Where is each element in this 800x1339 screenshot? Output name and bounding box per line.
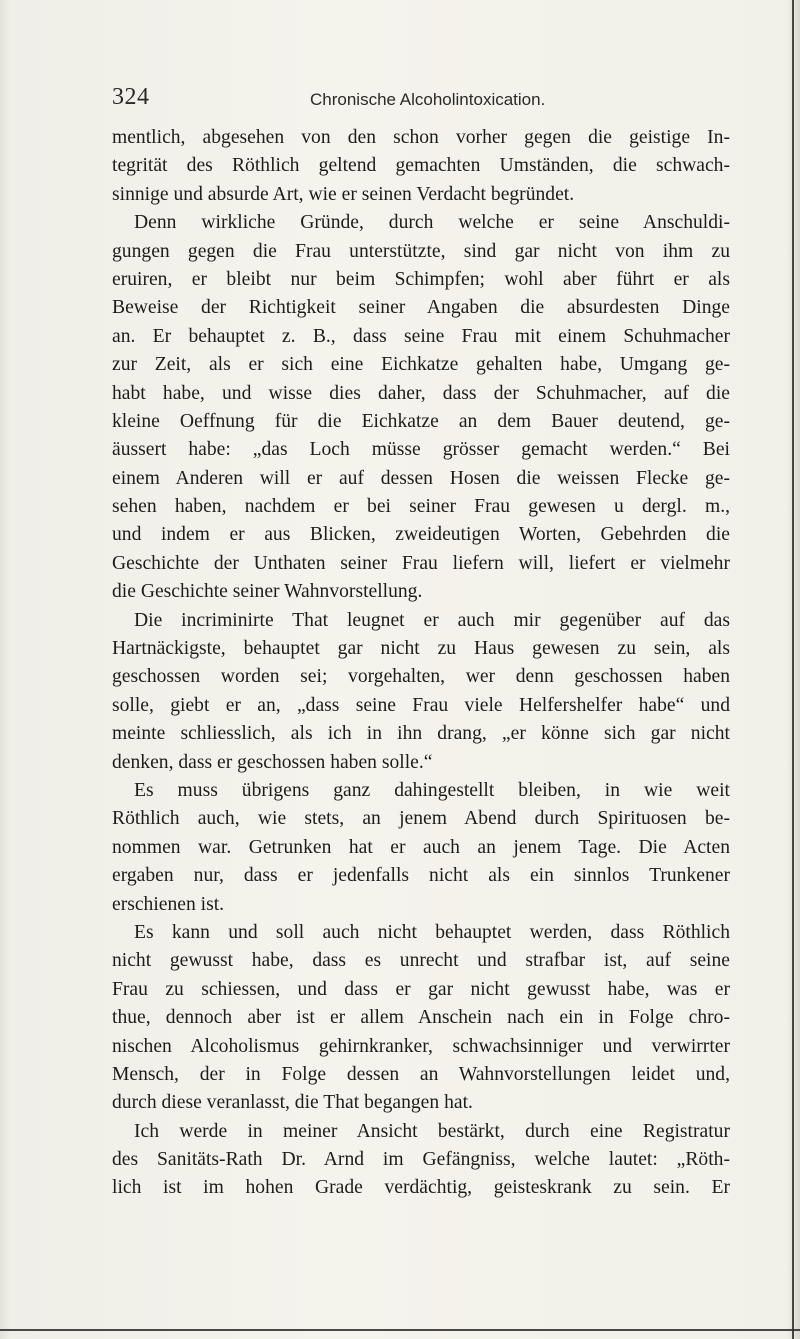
text-line: Geschichte der Unthaten seiner Frau liefern will, liefert er vielmehr [112,552,730,574]
text-line: tegrität des Röthlich geltend gemachten Umständen, die schwach- [112,155,730,177]
text-line: thue, dennoch aber ist er allem Anschein nach ein in Folge chro- [112,1007,730,1029]
page-border-bottom [0,1329,800,1331]
text-line: Mensch, der in Folge dessen an Wahnvorstellungen leidet und, [112,1063,730,1085]
text-line: zur Zeit, als er sich eine Eichkatze gehalten habe, Umgang ge- [112,354,730,376]
text-line: geschossen worden sei; vorgehalten, wer denn geschossen haben [112,666,730,688]
text-line: Hartnäckigste, behauptet gar nicht zu Haus gewesen zu sein, als [112,638,730,660]
text-line: Frau zu schiessen, und dass er gar nicht gewusst habe, was er [112,978,730,1000]
text-line: gungen gegen die Frau unterstützte, sind gar nicht von ihm zu [112,240,730,262]
text-line: nommen war. Getrunken hat er auch an jenem Tage. Die Acten [112,836,730,858]
text-line: und indem er aus Blicken, zweideutigen Worten, Gebehrden die [112,524,730,546]
text-line: lich ist im hohen Grade verdächtig, geisteskrank zu sein. Er [112,1177,730,1199]
text-line: Beweise der Richtigkeit seiner Angaben die absurdesten Dinge [112,297,730,319]
text-line: nischen Alcoholismus gehirnkranker, schwachsinniger und verwirrter [112,1035,730,1057]
page-header [112,84,732,114]
text-line: Es kann und soll auch nicht behauptet werden, dass Röthlich [134,921,730,943]
text-line: meinte schliesslich, als ich in ihn drang, „er könne sich gar nicht [112,723,730,745]
text-line: kleine Oeffnung für die Eichkatze an dem Bauer deutend, ge- [112,410,730,432]
text-line: ergaben nur, dass er jedenfalls nicht als ein sinnlos Trunkener [112,865,730,887]
text-line: durch diese veranlasst, die That begangen hat. [112,1092,473,1114]
text-line: die Geschichte seiner Wahnvorstellung. [112,581,423,603]
text-line: habt habe, und wisse dies daher, dass der Schuhmacher, auf die [112,382,730,404]
page-number: 324 [112,84,150,110]
text-line: Es muss übrigens ganz dahingestellt bleiben, in wie weit [134,779,730,801]
text-line: Ich werde in meiner Ansicht bestärkt, durch eine Registratur [134,1120,730,1142]
running-title: Chronische Alcoholintoxication. [310,90,546,109]
page-left-edge [0,0,10,1339]
text-line: Denn wirkliche Gründe, durch welche er seine Anschuldi- [134,212,730,234]
body-text [112,124,730,1203]
text-line: nicht gewusst habe, dass es unrecht und strafbar ist, auf seine [112,950,730,972]
text-line: erschienen ist. [112,893,225,915]
text-line: sehen haben, nachdem er bei seiner Frau gewesen u dergl. m., [112,496,730,518]
text-line: an. Er behauptet z. B., dass seine Frau mit einem Schuhmacher [112,325,730,347]
text-line: denken, dass er geschossen haben solle.“ [112,751,433,773]
text-line: solle, giebt er an, „dass seine Frau viele Helfershelfer habe“ und [112,694,730,716]
page-border-right [792,0,794,1339]
text-line: mentlich, abgesehen von den schon vorher gegen die geistige In- [112,127,730,148]
text-line: Die incriminirte That leugnet er auch mir gegenüber auf das [134,609,730,631]
text-line: eruiren, er bleibt nur beim Schimpfen; wohl aber führt er als [112,268,730,290]
text-line: äussert habe: „das Loch müsse grösser gemacht werden.“ Bei [112,439,730,461]
text-line: sinnige und absurde Art, wie er seinen Verdacht begründet. [112,183,575,205]
text-line: einem Anderen will er auf dessen Hosen die weissen Flecke ge- [112,467,730,489]
text-line: Röthlich auch, wie stets, an jenem Abend durch Spirituosen be- [112,808,730,830]
text-line: des Sanitäts-Rath Dr. Arnd im Gefängniss, welche lautet: „Röth- [112,1149,730,1171]
